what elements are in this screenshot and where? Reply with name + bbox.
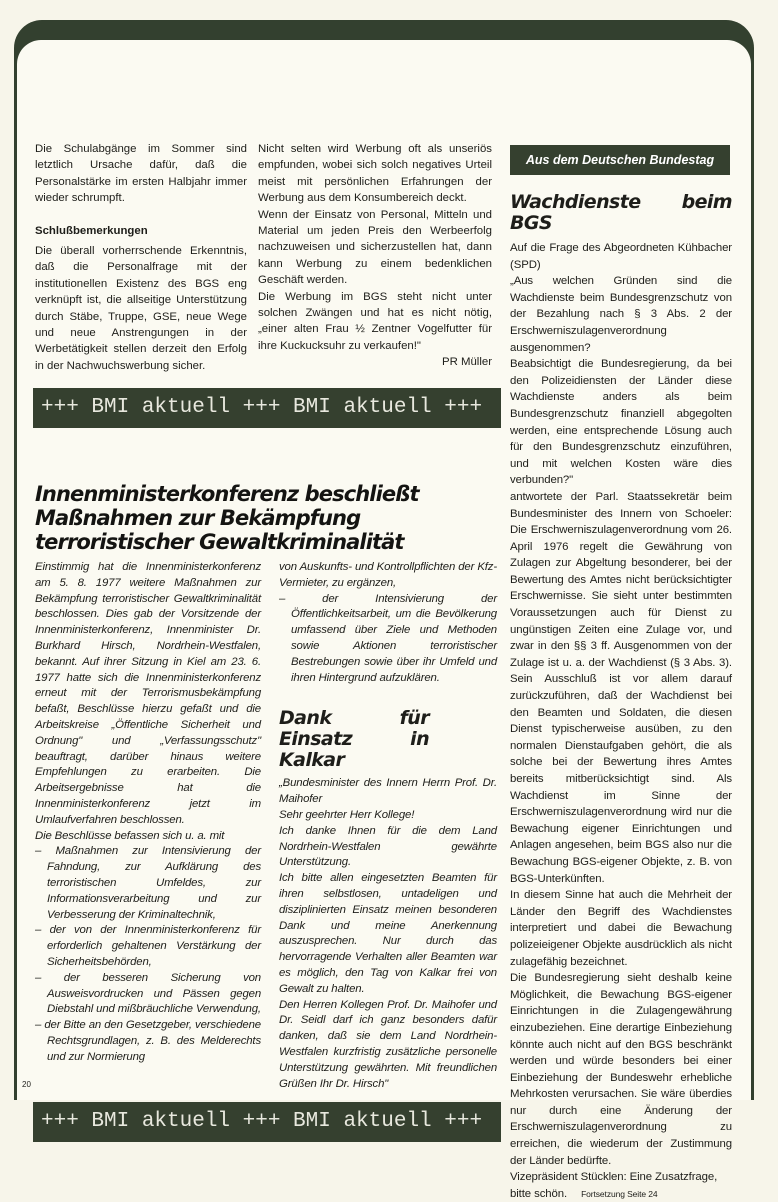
continued-note: Fortsetzung Seite 24: [581, 1188, 658, 1199]
bundestag-paragraph: Beabsichtigt die Bundesregierung, da bei den Polizeidiensten der Länder diese Wachdienste anders als beim Bundesgrenzschutz finanziell abgegolten werden, eine entsprechende Lösung auch für den Bundesgrenzschutz einzuführen, und mit welchen Kosten wäre dies verbunden?": [510, 358, 732, 487]
bundestag-paragraph: Die Bundesregierung sieht deshalb keine Möglichkeit, die Bewachung BGS-eigener Einrichtungen in die Zulagengewährung einzubeziehen. Eine derartige Einbeziehung könnte auch nicht auf den BGS beschränkt werden und würde besonders bei einer Einbeziehung der Bundeswehr erhebliche Mehrkosten verursachen. Sie wäre überdies nur durch eine Änderung der Erschwerniszulagenverordnung zu erreichen, die wiederum der Zustimmung der Länder bedürfte.: [510, 972, 732, 1167]
article-list-item: – Maßnahmen zur Intensivierung der Fahndung, zur Aufklärung des terroristischen Umfeldes, zur Informationsverarbeitung und zur Verbesserung der Kriminaltechnik,: [35, 845, 261, 921]
advertising-paragraph-3: Die Werbung im BGS steht nicht unter solchen Zwängen und hat es nicht nötig, „einer alten Frau ½ Zentner Vogelfutter für ihre Kuckucksuhr zu verkaufen!": [258, 290, 492, 352]
closing-remarks-body: Die überall vorherrschende Erkenntnis, daß die Personalfrage mit der institutionellen Existenz des BGS eng verknüpft ist, die allseitige Unterstützung durch Stäbe, Truppe, GSE, neue Wege und neue Anstrengungen in der Werbetätigkeit stellen derzeit den Erfolg in der Nachwuchswerbung sicher.: [35, 245, 247, 372]
article-paragraph-2: Die Beschlüsse befassen sich u. a. mit: [35, 829, 225, 842]
article-section: [33, 482, 503, 1142]
author: PR Müller: [441, 356, 492, 369]
advertising-paragraph-1: Nicht selten wird Werbung oft als unseriös empfunden, wobei sich solch negatives Urteil meist mit persönlichen Erfahrungen der Werbung aus dem Konsumbereich deckt.: [258, 143, 492, 205]
article-list-item: – der besseren Sicherung von Ausweisvordrucken und Pässen gegen Diebstahl und mißbräuchliche Verwendung,: [35, 971, 261, 1016]
bundestag-column: [510, 192, 732, 1202]
article-middle-column: [279, 560, 497, 1092]
article-columns: [35, 560, 503, 1092]
article-paragraph-1: Einstimmig hat die Innenministerkonferenz am 5. 8. 1977 weitere Maßnahmen zur Bekämpfung terroristischer Gewaltkriminalität beschlossen. Dies gab der Vorsitzende der Innenministerkonferenz, Innenminister Dr. Burkhard Hirsch, Nordrhein-Westfalen, bekannt. Auf ihrer Sitzung in Kiel am 23. 6. 1977 hatte sich die Innenministerkonferenz erneut mit der Terrorismusbekämpfung befaßt, Beschlüsse hierzu gefaßt und die Arbeitskreise „Öffentliche Sicherheit und Ordnung" und „Verfassungsschutz" beauftragt, darüber hinaus weitere Empfehlungen zu erarbeiten. Die Arbeitsergebnisse hat die Innenministerkonferenz jetzt im Umlaufverfahren beschlossen.: [35, 561, 261, 826]
bundestag-paragraph: „Aus welchen Gründen sind die Wachdienste beim Bundesgrenzschutz von der Bezahlung nach § 3 Abs. 2 der Erschwerniszulagenverordnung ausgenommen?: [510, 275, 732, 354]
column-intro-left: [35, 141, 247, 374]
article-list-item: – der von der Innenministerkonferenz für erforderlich gehaltenen Verstärkung der Sicherheitsbehörden,: [35, 924, 261, 968]
page-number: 20: [22, 1080, 31, 1089]
dank-addressee: „Bundesminister des Innern Herrn Prof. Dr. Maihofer: [279, 777, 497, 806]
bmi-aktuell-banner-bottom: +++ BMI aktuell +++ BMI aktuell +++: [33, 1102, 501, 1142]
dank-headline: Dank für Einsatz in Kalkar: [279, 707, 429, 772]
dank-salutation: Sehr geehrter Herr Kollege!: [279, 808, 415, 821]
section-label: Aus dem Deutschen Bundestag: [510, 145, 730, 175]
bundestag-headline: Wachdienste beim BGS: [510, 191, 732, 234]
article-headline: Innenministerkonferenz beschließt Maßnahmen zur Bekämpfung terroristischer Gewaltkriminalität: [35, 482, 419, 554]
dank-paragraph-2: Ich bitte allen eingesetzten Beamten für ihren selbstlosen, untadeligen und disziplinierten Einsatz meinen besonderen Dank und meine Anerkennung auszusprechen. Nur durch das hervorragende Verhalten aller Beamten war es möglich, den Tag von Kalkar frei von Gewalt zu halten.: [279, 872, 497, 995]
dank-paragraph-1: Ich danke Ihnen für die dem Land Nordrhein-Westfalen gewährte Unterstützung.: [279, 824, 497, 869]
closing-remarks-heading: Schlußbemerkungen: [35, 224, 148, 237]
intro-paragraph: Die Schulabgänge im Sommer sind letztlich Ursache dafür, daß die Personalstärke im ersten Halbjahr immer wieder schrumpft.: [35, 143, 247, 205]
article-list-item: – der Bitte an den Gesetzgeber, verschiedene Rechtsgrundlagen, z. B. des Melderechts und zur Normierung: [35, 1019, 261, 1063]
dank-paragraph-3: Den Herren Kollegen Prof. Dr. Maihofer und Dr. Seidl darf ich ganz besonders dafür danken, daß sie dem Land Nordrhein-Westfalen kurzfristig zusätzliche personelle Unterstützung gewährten. Mit freundlichen Grüßen Ihr Dr. Hirsch": [279, 998, 497, 1090]
column-intro-middle: [258, 141, 492, 371]
article-continuation: von Auskunfts- und Kontrollpflichten der Kfz-Vermieter, zu ergänzen,: [279, 561, 497, 589]
bmi-aktuell-banner-top: +++ BMI aktuell +++ BMI aktuell +++: [33, 388, 501, 428]
advertising-paragraph-2: Wenn der Einsatz von Personal, Mitteln und Material um jeden Preis den Werbeerfolg nachzuweisen und sicherzustellen hat, dann kann Werbung zu einem bedenklichen Geschäft werden.: [258, 208, 492, 287]
bundestag-paragraph: In diesem Sinne hat auch die Mehrheit der Länder den Begriff des Wachdienstes interpretiert und dabei die Bewachung polizeieigener Objekte ausdrücklich als nicht zulagefähig bezeichnet.: [510, 889, 732, 968]
bundestag-paragraph: [510, 1169, 732, 1202]
article-list-item: – der Intensivierung der Öffentlichkeitsarbeit, um die Bevölkerung umfassend über Ziele und Methoden sowie Aktionen terroristischer Bestrebungen sowie über ihr Umfeld und ihren Hintergrund aufzuklären.: [279, 592, 497, 684]
bundestag-paragraph: antwortete der Parl. Staatssekretär beim Bundesminister des Innern von Schoeler: Die Erschwerniszulagenverordnung vom 26. April 1976 regelt die Gewährung von Zulagen zur Abgeltung besonderer, bei der Bewertung des Amtes nicht berücksichtigter Erschwernisse. Sie sieht unter bestimmten Voraussetzungen auch für Dienst zu ungünstigen Zeiten eine Zulage vor, und zwar in den §§ 3 ff. Ausgenommen von der Zulage ist u. a. der Wachdienst (§ 3 Abs. 3). Sein Ausschluß ist vor allem darauf zurückzuführen, daß der Wachdienst bei den Beamten und Soldaten, die diesen Dienst typischerweise ausüben, zu den normalen Dienstaufgaben gehört, die als solche bei der Bewertung ihres Amtes bereits mitberücksichtigt sind. Als Wachdienst im Sinne der Erschwerniszulagenverordnung wird nur die Bewachung eigener Einrichtungen und Anlagen angesehen, beim BGS also nur die Bewachung BGS-eigener Objekte, z. B. von BGS-Unterkünften.: [510, 490, 732, 885]
article-left-column: [35, 560, 261, 1092]
bundestag-paragraph: Auf die Frage des Abgeordneten Kühbacher (SPD): [510, 242, 732, 271]
closing-line: Vizepräsident Stücklen: Eine Zusatzfrage, bitte schön.: [510, 1171, 718, 1200]
